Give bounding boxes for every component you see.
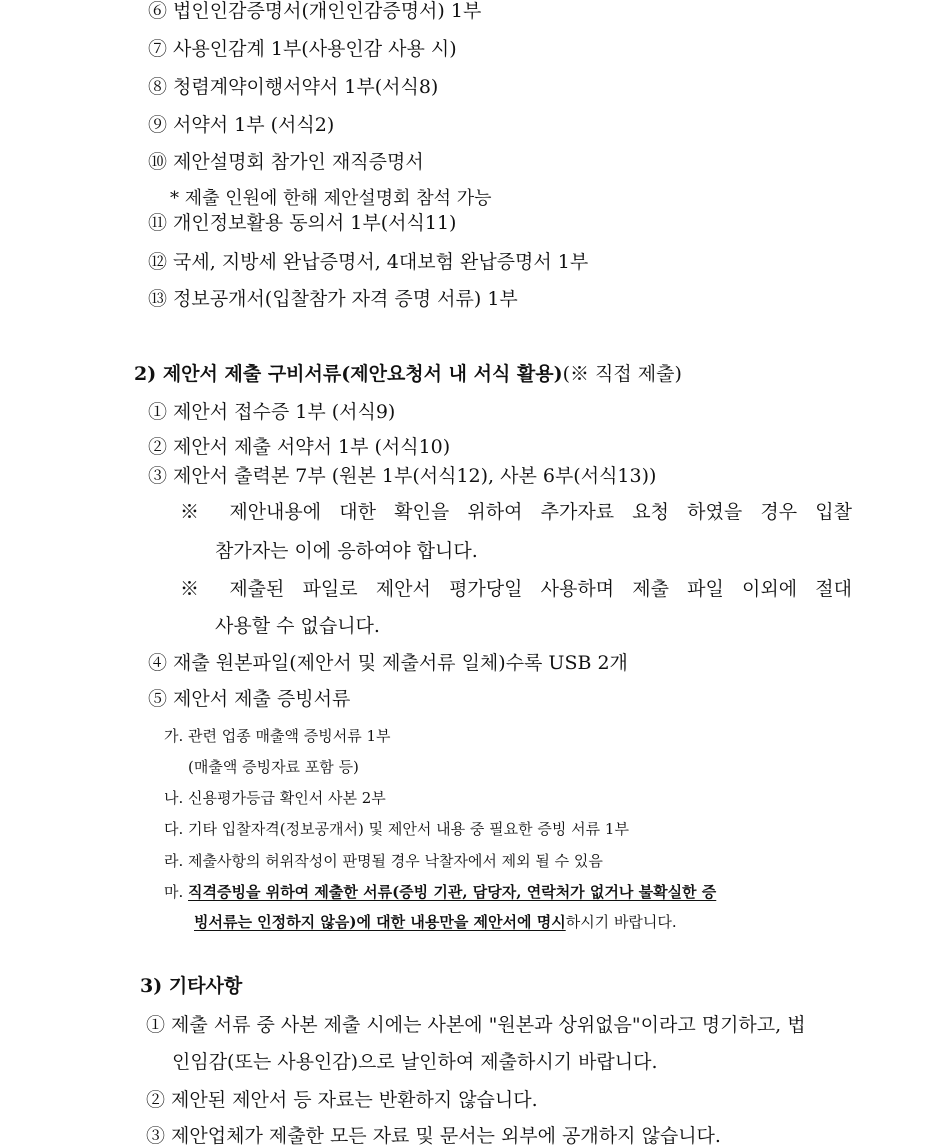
list-item-9: ⑨ 서약서 1부 (서식2) — [148, 114, 335, 136]
sub-item-ma-emphasis-2: 빙서류는 인정하지 않음)에 대한 내용만을 제안서에 명시 — [194, 913, 566, 931]
section-2-note-2-line-1: ※ 제출된 파일로 제안서 평가당일 사용하며 제출 파일 이외에 절대 — [180, 578, 852, 600]
list-item-13: ⑬ 정보공개서(입찰참가 자격 증명 서류) 1부 — [148, 288, 518, 310]
section-2-note-1-line-1: ※ 제안내용에 대한 확인을 위하여 추가자료 요청 하였을 경우 입찰 — [180, 501, 852, 523]
sub-item-ma-line-1 — [164, 885, 716, 900]
section-2-item-2: ② 제안서 제출 서약서 1부 (서식10) — [148, 436, 451, 458]
sub-item-ma-line-2 — [194, 915, 677, 930]
sub-item-ma-rest: 하시기 바랍니다. — [565, 913, 677, 931]
sub-item-da: 다. 기타 입찰자격(정보공개서) 및 제안서 내용 중 필요한 증빙 서류 1부 — [164, 820, 629, 838]
section-2-heading-note: (※ 직접 제출) — [562, 363, 682, 385]
section-3-item-1-line-1: ① 제출 서류 중 사본 제출 시에는 사본에 "원본과 상위없음"이라고 명기하고, 법 — [146, 1014, 806, 1036]
list-item-11: ⑪ 개인정보활용 동의서 1부(서식11) — [148, 212, 457, 234]
section-3-heading: 3) 기타사항 — [140, 975, 243, 997]
list-note: * 제출 인원에 한해 제안설명회 참석 가능 — [170, 188, 492, 209]
section-3-item-1-line-2: 인임감(또는 사용인감)으로 날인하여 제출하시기 바랍니다. — [172, 1051, 658, 1073]
section-2-note-1-line-2: 참가자는 이에 응하여야 합니다. — [215, 540, 478, 562]
sub-item-ra: 라. 제출사항의 허위작성이 판명될 경우 낙찰자에서 제외 될 수 있음 — [164, 852, 603, 870]
section-2-item-1: ① 제안서 접수증 1부 (서식9) — [148, 401, 396, 423]
section-2-note-2-line-2: 사용할 수 없습니다. — [215, 615, 380, 637]
list-item-10: ⑩ 제안설명회 참가인 재직증명서 — [148, 151, 424, 173]
section-2-heading-bold: 2) 제안서 제출 구비서류(제안요청서 내 서식 활용) — [134, 363, 563, 385]
list-item-7: ⑦ 사용인감계 1부(사용인감 사용 시) — [148, 38, 457, 60]
sub-item-ga-1: 가. 관련 업종 매출액 증빙서류 1부 — [164, 727, 391, 745]
section-3-item-2: ② 제안된 제안서 등 자료는 반환하지 않습니다. — [146, 1089, 538, 1111]
sub-item-ma-prefix: 마. — [164, 883, 189, 901]
list-item-12: ⑫ 국세, 지방세 완납증명서, 4대보험 완납증명서 1부 — [148, 251, 589, 273]
list-item-8: ⑧ 청렴계약이행서약서 1부(서식8) — [148, 76, 439, 98]
list-item-6: ⑥ 법인인감증명서(개인인감증명서) 1부 — [148, 0, 482, 22]
section-3-item-3: ③ 제안업체가 제출한 모든 자료 및 문서는 외부에 공개하지 않습니다. — [146, 1125, 721, 1147]
section-2-item-3: ③ 제안서 출력본 7부 (원본 1부(서식12), 사본 6부(서식13)) — [148, 465, 657, 487]
section-2-item-5: ⑤ 제안서 제출 증빙서류 — [148, 688, 351, 710]
sub-item-na: 나. 신용평가등급 확인서 사본 2부 — [164, 789, 386, 807]
sub-item-ga-2: (매출액 증빙자료 포함 등) — [188, 758, 359, 776]
sub-item-ma-emphasis-1: 직격증빙을 위하여 제출한 서류(증빙 기관, 담당자, 연락처가 없거나 불확실한 증 — [188, 883, 717, 901]
section-2-item-4: ④ 재출 원본파일(제안서 및 제출서류 일체)수록 USB 2개 — [148, 652, 628, 674]
section-2-heading — [134, 365, 682, 384]
